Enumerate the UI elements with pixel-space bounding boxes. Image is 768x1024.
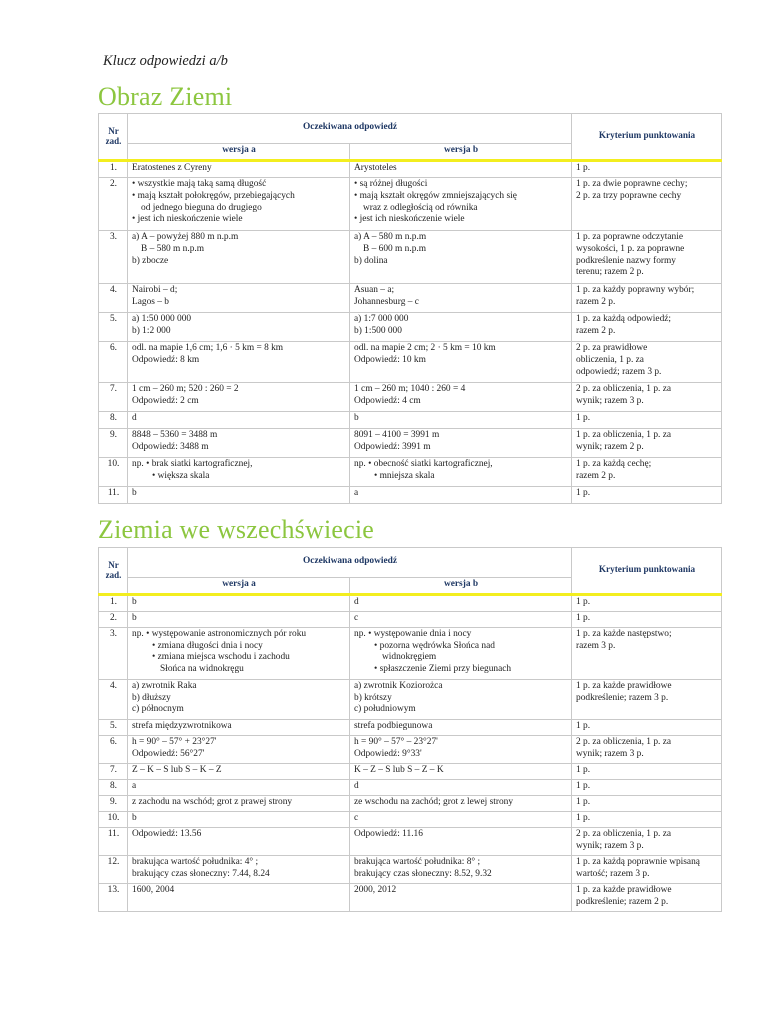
task-number: 10.: [99, 811, 128, 827]
cell-line: 1 p.: [576, 764, 591, 775]
answer-version-b: [350, 486, 572, 503]
cell-line: podkreślenie; razem 3 p.: [576, 692, 669, 703]
answer-table-ziemia-we-wszechswiecie: [98, 547, 722, 912]
cell-line: terenu; razem 2 p.: [576, 267, 644, 278]
task-number: 2.: [99, 611, 128, 627]
scoring-criterion: [572, 827, 722, 855]
answer-version-b: [350, 177, 572, 230]
task-number: 3.: [99, 230, 128, 283]
answer-version-b: [350, 855, 572, 883]
cell-line: 1 p.: [576, 612, 591, 623]
task-number: 12.: [99, 855, 128, 883]
cell-line: a) A – powyżej 880 m n.p.m: [132, 231, 239, 242]
header-criterion: Kryterium punktowania: [572, 548, 722, 595]
cell-line: 1 p. za obliczenia, 1 p. za: [576, 429, 672, 440]
table-row: [99, 486, 722, 503]
cell-line: brakujący czas słoneczny: 7.44, 8.24: [132, 868, 270, 879]
cell-line: b) dolina: [354, 255, 388, 266]
cell-line: strefa międzyzwrotnikowa: [132, 720, 232, 731]
task-number: 1.: [99, 160, 128, 177]
scoring-criterion: [572, 486, 722, 503]
task-number: 7.: [99, 382, 128, 411]
cell-line: wynik; razem 3 p.: [576, 395, 644, 406]
header-nr-zad: Nr zad.: [99, 548, 128, 595]
task-number: 5.: [99, 719, 128, 735]
answer-version-a: [128, 312, 350, 341]
cell-line: razem 2 p.: [576, 470, 616, 481]
cell-line: 1 cm – 260 m; 1040 : 260 = 4: [354, 383, 466, 394]
scoring-criterion: [572, 735, 722, 763]
table-row: [99, 177, 722, 230]
cell-line: razem 2 p.: [576, 296, 616, 307]
task-number: 8.: [99, 411, 128, 428]
cell-line: odl. na mapie 2 cm; 2 · 5 km = 10 km: [354, 342, 496, 353]
answer-table-obraz-ziemi: [98, 113, 722, 504]
cell-line: Arystoteles: [354, 162, 397, 173]
answer-version-b: [350, 811, 572, 827]
cell-line: b) 1:500 000: [354, 325, 402, 336]
cell-line: • mają kształt okręgów zmniejszających się: [354, 190, 517, 201]
answer-version-b: [350, 382, 572, 411]
task-number: 7.: [99, 763, 128, 779]
answer-version-a: [128, 177, 350, 230]
cell-line: B – 600 m n.p.m: [363, 243, 427, 254]
cell-line: odpowiedź; razem 3 p.: [576, 366, 662, 377]
task-number: 6.: [99, 341, 128, 382]
cell-line: np. • występowanie astronomicznych pór roku: [132, 628, 307, 639]
cell-line: c: [354, 612, 359, 623]
cell-line: podkreślenie nazwy formy: [576, 255, 676, 266]
scoring-criterion: [572, 795, 722, 811]
cell-line: od jednego bieguna do drugiego: [141, 202, 262, 213]
scoring-criterion: [572, 411, 722, 428]
cell-line: a) 1:50 000 000: [132, 313, 192, 324]
cell-line: 1 p.: [576, 796, 591, 807]
scoring-criterion: [572, 594, 722, 611]
answer-version-b: [350, 779, 572, 795]
cell-line: 2 p. za prawidłowe: [576, 342, 648, 353]
cell-line: b: [354, 412, 359, 423]
table-row: [99, 312, 722, 341]
cell-line: 2 p. za obliczenia, 1 p. za: [576, 828, 672, 839]
cell-line: Odpowiedź: 11.16: [354, 828, 423, 839]
task-number: 4.: [99, 679, 128, 719]
task-number: 5.: [99, 312, 128, 341]
task-number: 6.: [99, 735, 128, 763]
table-row: [99, 341, 722, 382]
cell-line: strefa podbiegunowa: [354, 720, 433, 731]
cell-line: 8848 – 5360 = 3488 m: [132, 429, 218, 440]
answer-version-b: [350, 611, 572, 627]
table-row: [99, 811, 722, 827]
header-version-b: wersja b: [350, 578, 572, 595]
section-title-ziemia-we-wszechswiecie: Ziemia we wszechświecie: [98, 515, 375, 544]
answer-version-b: [350, 827, 572, 855]
cell-line: h = 90° – 57° + 23°27': [132, 736, 217, 747]
answer-version-a: [128, 594, 350, 611]
table-row: [99, 827, 722, 855]
table-row: [99, 779, 722, 795]
task-number: 1.: [99, 594, 128, 611]
cell-line: • jest ich nieskończenie wiele: [132, 214, 243, 225]
cell-line: brakująca wartość południka: 4° ;: [132, 856, 259, 867]
answer-version-b: [350, 627, 572, 679]
answer-version-b: [350, 428, 572, 457]
cell-line: wynik; razem 3 p.: [576, 748, 644, 759]
cell-line: 1 p. za dwie poprawne cechy;: [576, 178, 688, 189]
scoring-criterion: [572, 855, 722, 883]
cell-line: 1 p. za poprawne odczytanie: [576, 231, 683, 242]
cell-line: • mają kształt połokręgów, przebiegających: [132, 190, 295, 201]
cell-line: 2 p. za obliczenia, 1 p. za: [576, 383, 672, 394]
cell-line: wynik; razem 3 p.: [576, 840, 644, 851]
cell-line: 1 p.: [576, 162, 591, 173]
table-row: [99, 457, 722, 486]
answer-version-b: [350, 679, 572, 719]
cell-line: h = 90° – 57° – 23°27': [354, 736, 438, 747]
cell-line: Odpowiedź: 4 cm: [354, 395, 421, 406]
cell-line: Asuan – a;: [354, 284, 395, 295]
table-row: [99, 160, 722, 177]
cell-line: 1 cm – 260 m; 520 : 260 = 2: [132, 383, 239, 394]
answer-version-a: [128, 779, 350, 795]
task-number: 10.: [99, 457, 128, 486]
scoring-criterion: [572, 341, 722, 382]
answer-version-a: [128, 827, 350, 855]
answer-version-a: [128, 486, 350, 503]
cell-line: Odpowiedź: 56°27': [132, 748, 205, 759]
cell-line: 1 p. za każdą cechę;: [576, 458, 652, 469]
scoring-criterion: [572, 679, 722, 719]
table-row: [99, 855, 722, 883]
cell-line: z zachodu na wschód; grot z prawej strony: [132, 796, 293, 807]
cell-line: 2000, 2012: [354, 884, 397, 895]
cell-line: • zmiana miejsca wschodu i zachodu: [152, 652, 290, 663]
cell-line: Odpowiedź: 2 cm: [132, 395, 199, 406]
header-expected-answer: Oczekiwana odpowiedź: [128, 548, 572, 578]
answer-version-a: [128, 428, 350, 457]
answer-version-b: [350, 594, 572, 611]
task-number: 9.: [99, 795, 128, 811]
table-row: [99, 719, 722, 735]
table-row: [99, 428, 722, 457]
scoring-criterion: [572, 428, 722, 457]
cell-line: np. • obecność siatki kartograficznej,: [354, 458, 493, 469]
cell-line: podkreślenie; razem 2 p.: [576, 896, 669, 907]
cell-line: a: [354, 487, 359, 498]
answer-version-a: [128, 735, 350, 763]
table-row: [99, 679, 722, 719]
table-row: [99, 735, 722, 763]
scoring-criterion: [572, 230, 722, 283]
answer-version-b: [350, 341, 572, 382]
cell-line: a) 1:7 000 000: [354, 313, 409, 324]
scoring-criterion: [572, 382, 722, 411]
header-criterion: Kryterium punktowania: [572, 114, 722, 161]
cell-line: b) zbocze: [132, 255, 169, 266]
answer-version-a: [128, 411, 350, 428]
cell-line: 1 p. za każdą odpowiedź;: [576, 313, 672, 324]
cell-line: Odpowiedź: 13.56: [132, 828, 202, 839]
scoring-criterion: [572, 457, 722, 486]
cell-line: Odpowiedź: 8 km: [132, 354, 200, 365]
answer-key-subtitle: Klucz odpowiedzi a/b: [103, 53, 228, 69]
cell-line: 1 p. za każdą poprawnie wpisaną: [576, 856, 700, 867]
cell-line: Nairobi – d;: [132, 284, 178, 295]
cell-line: • mniejsza skala: [374, 470, 435, 481]
answer-version-a: [128, 627, 350, 679]
cell-line: b: [132, 487, 137, 498]
answer-version-a: [128, 283, 350, 312]
answer-version-b: [350, 457, 572, 486]
answer-version-a: [128, 763, 350, 779]
scoring-criterion: [572, 779, 722, 795]
cell-line: a) A – 580 m n.p.m: [354, 231, 427, 242]
cell-line: 1 p.: [576, 487, 591, 498]
scoring-criterion: [572, 177, 722, 230]
task-number: 11.: [99, 827, 128, 855]
cell-line: • jest ich nieskończenie wiele: [354, 214, 465, 225]
cell-line: odl. na mapie 1,6 cm; 1,6 · 5 km = 8 km: [132, 342, 284, 353]
cell-line: wysokości, 1 p. za poprawne: [576, 243, 685, 254]
cell-line: wraz z odległością od równika: [363, 202, 478, 213]
header-version-a: wersja a: [128, 578, 350, 595]
cell-line: Z – K – S lub S – K – Z: [132, 764, 222, 775]
cell-line: np. • występowanie dnia i nocy: [354, 628, 472, 639]
answer-version-b: [350, 411, 572, 428]
table-row: [99, 594, 722, 611]
table-row: [99, 795, 722, 811]
cell-line: b: [132, 596, 137, 607]
answer-version-b: [350, 230, 572, 283]
answer-version-a: [128, 160, 350, 177]
cell-line: brakująca wartość południka: 8° ;: [354, 856, 481, 867]
cell-line: • wszystkie mają taką samą długość: [132, 178, 267, 189]
cell-line: 8091 – 4100 = 3991 m: [354, 429, 440, 440]
task-number: 11.: [99, 486, 128, 503]
cell-line: Eratostenes z Cyreny: [132, 162, 212, 173]
cell-line: b: [132, 612, 137, 623]
answer-version-b: [350, 283, 572, 312]
answer-version-b: [350, 719, 572, 735]
cell-line: c) południowym: [354, 704, 416, 715]
cell-line: ze wschodu na zachód; grot z lewej strony: [354, 796, 514, 807]
cell-line: B – 580 m n.p.m: [141, 243, 205, 254]
task-number: 13.: [99, 883, 128, 911]
cell-line: d: [354, 780, 359, 791]
cell-line: 1 p. za każde prawidłowe: [576, 680, 672, 691]
header-expected-answer: Oczekiwana odpowiedź: [128, 114, 572, 144]
scoring-criterion: [572, 312, 722, 341]
cell-line: 1 p.: [576, 780, 591, 791]
cell-line: obliczenia, 1 p. za: [576, 354, 644, 365]
cell-line: • większa skala: [152, 470, 210, 481]
cell-line: 2 p. za trzy poprawne cechy: [576, 190, 682, 201]
cell-line: • są różnej długości: [354, 178, 428, 189]
scoring-criterion: [572, 811, 722, 827]
scoring-criterion: [572, 719, 722, 735]
task-number: 4.: [99, 283, 128, 312]
table-row: [99, 283, 722, 312]
answer-version-b: [350, 795, 572, 811]
scoring-criterion: [572, 611, 722, 627]
cell-line: 1 p.: [576, 596, 591, 607]
answer-version-a: [128, 611, 350, 627]
cell-line: Odpowiedź: 10 km: [354, 354, 426, 365]
answer-version-b: [350, 735, 572, 763]
table-row: [99, 763, 722, 779]
answer-version-a: [128, 679, 350, 719]
cell-line: wynik; razem 2 p.: [576, 441, 644, 452]
answer-version-b: [350, 763, 572, 779]
table-row: [99, 411, 722, 428]
scoring-criterion: [572, 763, 722, 779]
cell-line: b: [132, 812, 137, 823]
answer-version-a: [128, 719, 350, 735]
cell-line: c) północnym: [132, 704, 184, 715]
cell-line: 1 p.: [576, 720, 591, 731]
cell-line: a) zwrotnik Raka: [132, 680, 197, 691]
cell-line: Johannesburg – c: [354, 296, 419, 307]
table-row: [99, 382, 722, 411]
cell-line: 1600, 2004: [132, 884, 175, 895]
cell-line: b) 1:2 000: [132, 325, 171, 336]
answer-version-a: [128, 230, 350, 283]
cell-line: 1 p. za każde następstwo;: [576, 628, 672, 639]
task-number: 9.: [99, 428, 128, 457]
header-nr-zad: Nr zad.: [99, 114, 128, 161]
cell-line: • zmiana długości dnia i nocy: [152, 640, 263, 651]
answer-version-b: [350, 883, 572, 911]
scoring-criterion: [572, 883, 722, 911]
table-row: [99, 883, 722, 911]
answer-version-a: [128, 883, 350, 911]
cell-line: np. • brak siatki kartograficznej,: [132, 458, 253, 469]
cell-line: Odpowiedź: 3488 m: [132, 441, 209, 452]
cell-line: wartość; razem 3 p.: [576, 868, 650, 879]
answer-version-a: [128, 457, 350, 486]
answer-version-b: [350, 160, 572, 177]
cell-line: 1 p. za każdy poprawny wybór;: [576, 284, 695, 295]
scoring-criterion: [572, 160, 722, 177]
task-number: 2.: [99, 177, 128, 230]
cell-line: b) krótszy: [354, 692, 392, 703]
cell-line: d: [354, 596, 359, 607]
cell-line: c: [354, 812, 359, 823]
cell-line: Lagos – b: [132, 296, 169, 307]
cell-line: razem 2 p.: [576, 325, 616, 336]
task-number: 8.: [99, 779, 128, 795]
answer-version-a: [128, 341, 350, 382]
cell-line: widnokręgiem: [382, 652, 437, 663]
table-row: [99, 611, 722, 627]
cell-line: • spłaszczenie Ziemi przy biegunach: [374, 664, 512, 675]
cell-line: a: [132, 780, 137, 791]
scoring-criterion: [572, 627, 722, 679]
cell-line: 1 p.: [576, 412, 591, 423]
cell-line: d: [132, 412, 137, 423]
cell-line: Odpowiedź: 9°33': [354, 748, 422, 759]
section-title-obraz-ziemi: Obraz Ziemi: [98, 82, 233, 111]
table-row: [99, 627, 722, 679]
cell-line: • pozorna wędrówka Słońca nad: [374, 640, 495, 651]
header-version-a: wersja a: [128, 144, 350, 161]
cell-line: razem 3 p.: [576, 640, 616, 651]
cell-line: 1 p.: [576, 812, 591, 823]
answer-version-a: [128, 855, 350, 883]
header-version-b: wersja b: [350, 144, 572, 161]
cell-line: 2 p. za obliczenia, 1 p. za: [576, 736, 672, 747]
cell-line: Odpowiedź: 3991 m: [354, 441, 431, 452]
cell-line: 1 p. za każde prawidłowe: [576, 884, 672, 895]
answer-version-b: [350, 312, 572, 341]
answer-version-a: [128, 795, 350, 811]
cell-line: Słońca na widnokręgu: [160, 664, 244, 675]
answer-version-a: [128, 382, 350, 411]
answer-version-a: [128, 811, 350, 827]
cell-line: b) dłuższy: [132, 692, 171, 703]
scoring-criterion: [572, 283, 722, 312]
cell-line: K – Z – S lub S – Z – K: [354, 764, 444, 775]
cell-line: a) zwrotnik Koziorożca: [354, 680, 443, 691]
cell-line: brakujący czas słoneczny: 8.52, 9.32: [354, 868, 492, 879]
table-row: [99, 230, 722, 283]
task-number: 3.: [99, 627, 128, 679]
